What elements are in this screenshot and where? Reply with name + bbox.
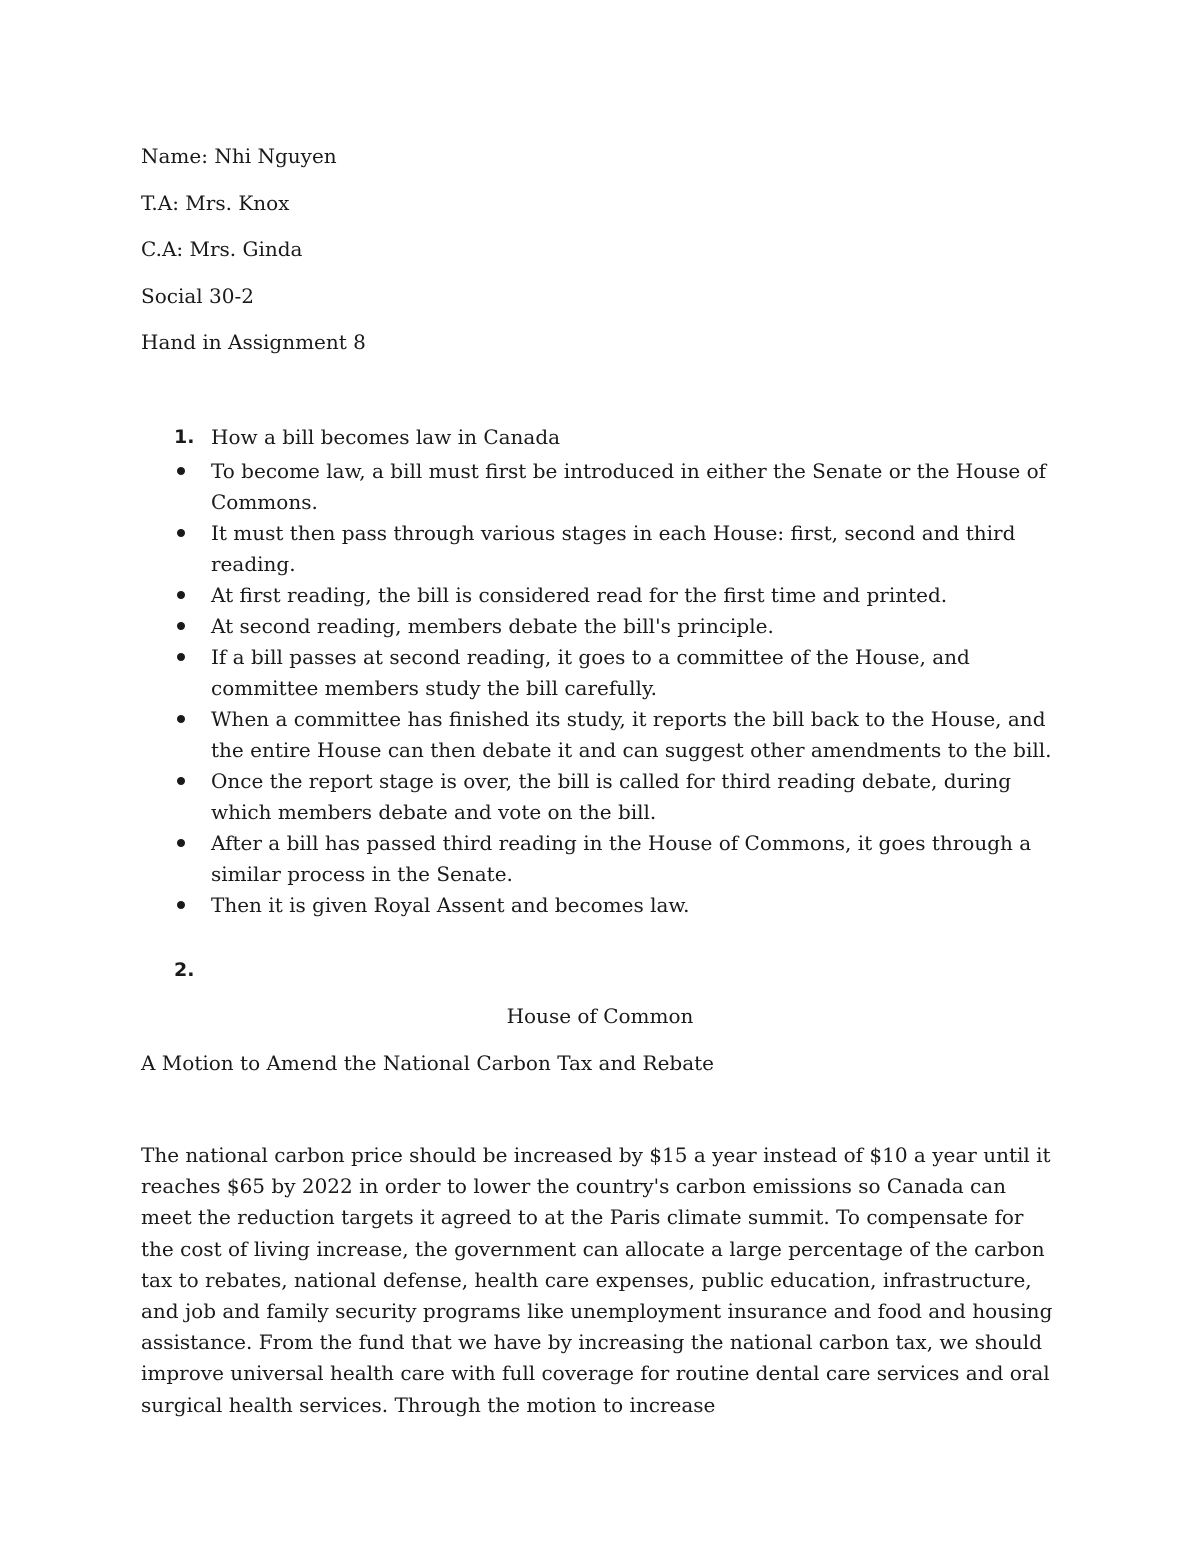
motion-title: A Motion to Amend the National Carbon Tax and Rebate — [141, 1051, 714, 1075]
bullet-icon — [177, 839, 185, 847]
student-name: Name: Nhi Nguyen — [141, 144, 337, 168]
bullet-icon — [177, 467, 185, 475]
question-2-number: 2. — [174, 959, 195, 981]
bullet-icon — [177, 622, 185, 630]
section-heading: House of Common — [506, 1004, 694, 1028]
bullet-item — [174, 580, 1054, 611]
bullet-icon — [177, 591, 185, 599]
assignment-title: Hand in Assignment 8 — [141, 330, 366, 354]
bullet-text: Then it is given Royal Assent and becomes law. — [211, 893, 690, 917]
bullet-item — [174, 828, 1054, 890]
bullet-text: At second reading, members debate the bill's principle. — [211, 614, 774, 638]
bullet-item — [174, 456, 1054, 518]
motion-paragraph: The national carbon price should be increased by $15 a year instead of $10 a year until it reaches $65 by 2022 in order to lower the country's carbon emissions so Canada can meet the reduction targets it agreed to at the Paris climate summit. To compensate for the cost of living increase, the government can allocate a large percentage of the carbon tax to rebates, national defense, health care expenses, public education, infrastructure, and job and family security programs like unemployment insurance and food and housing assistance. From the fund that we have by increasing the national carbon tax, we should improve universal health care with full coverage for routine dental care services and oral surgical health services. Through the motion to increase — [141, 1143, 1053, 1417]
bullet-item — [174, 890, 1054, 921]
bullet-text: After a bill has passed third reading in the House of Commons, it goes through a similar process in the Senate. — [211, 831, 1032, 886]
bullet-item — [174, 611, 1054, 642]
bullet-text: At first reading, the bill is considered read for the first time and printed. — [211, 583, 948, 607]
bullet-icon — [177, 715, 185, 723]
bullet-item — [174, 518, 1054, 580]
bullet-icon — [177, 777, 185, 785]
bullet-text: Once the report stage is over, the bill is called for third reading debate, during which members debate and vote on the bill. — [211, 769, 1012, 824]
bullet-item — [174, 704, 1054, 766]
question-1-number: 1. — [174, 426, 195, 448]
bullet-icon — [177, 901, 185, 909]
bullet-item — [174, 766, 1054, 828]
course-name: Social 30-2 — [141, 284, 254, 308]
bullet-icon — [177, 653, 185, 661]
bullet-text: If a bill passes at second reading, it goes to a committee of the House, and committee members study the bill carefully. — [211, 645, 970, 700]
question-1-title: How a bill becomes law in Canada — [211, 425, 561, 449]
bullet-text: It must then pass through various stages in each House: first, second and third reading. — [211, 521, 1016, 576]
bullet-item — [174, 642, 1054, 704]
bullet-text: When a committee has finished its study, it reports the bill back to the House, and the entire House can then debate it and can suggest other amendments to the bill. — [211, 707, 1052, 762]
bullet-icon — [177, 529, 185, 537]
bullet-text: To become law, a bill must first be introduced in either the Senate or the House of Commons. — [211, 459, 1047, 514]
class-assistant: C.A: Mrs. Ginda — [141, 237, 303, 261]
teaching-assistant: T.A: Mrs. Knox — [141, 191, 290, 215]
question-1-bullet-list — [174, 456, 1054, 921]
